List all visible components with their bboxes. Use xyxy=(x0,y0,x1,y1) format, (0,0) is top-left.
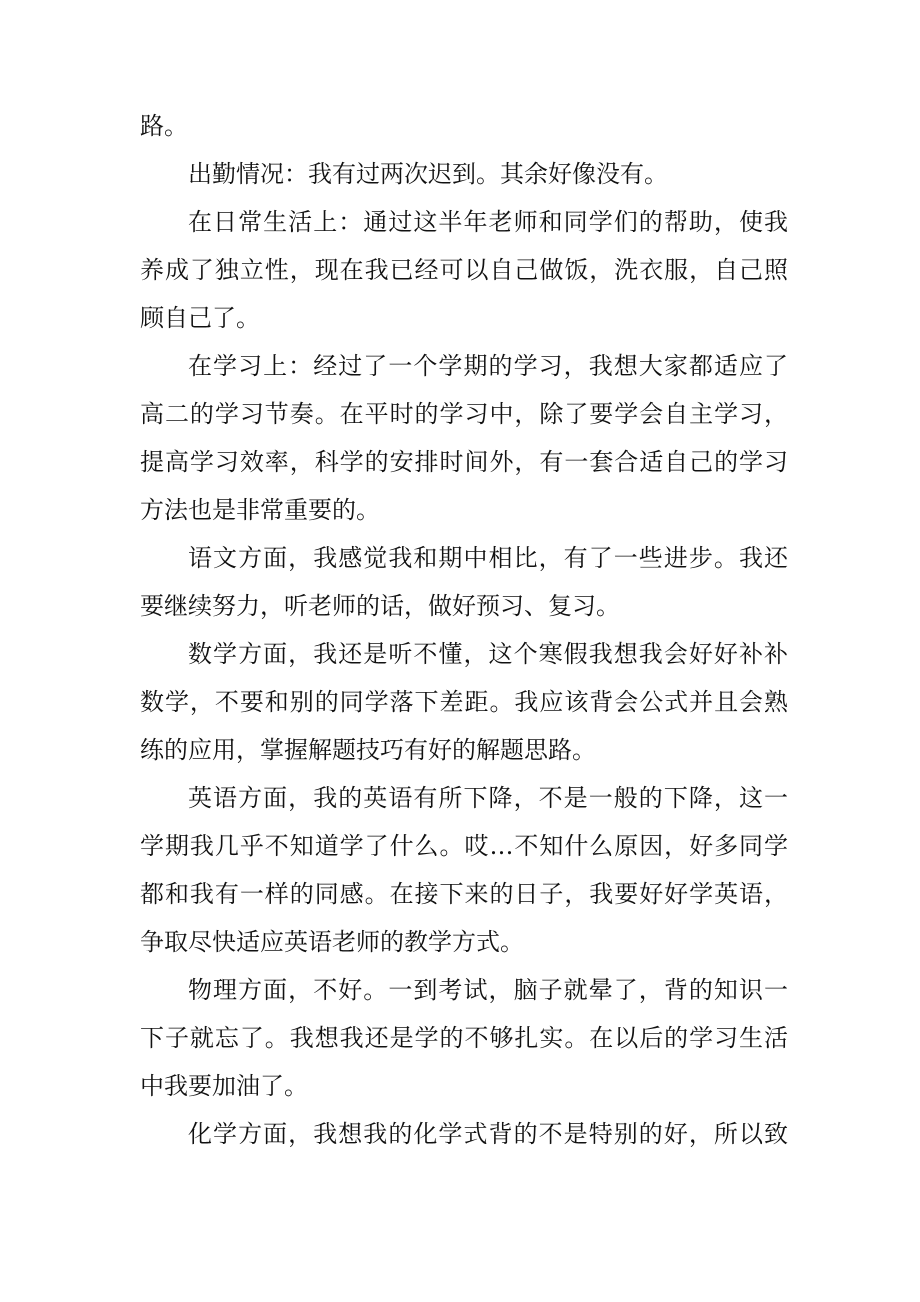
english-paragraph-line: 争取尽快适应英语老师的教学方式。 xyxy=(140,928,524,956)
physics-paragraph-line: 物理方面，不好。一到考试，脑子就晕了，背的知识一 xyxy=(188,976,788,1004)
attendance-paragraph: 出勤情况：我有过两次迟到。其余好像没有。 xyxy=(188,160,668,188)
math-paragraph-line: 练的应用，掌握解题技巧有好的解题思路。 xyxy=(140,736,596,764)
math-paragraph-line: 数学方面，我还是听不懂，这个寒假我想我会好好补补 xyxy=(188,640,788,668)
study-paragraph-line: 方法也是非常重要的。 xyxy=(140,496,380,524)
daily-life-paragraph-line: 在日常生活上：通过这半年老师和同学们的帮助，使我 xyxy=(188,208,788,236)
daily-life-paragraph-line: 顾自己了。 xyxy=(140,304,260,332)
chinese-paragraph-line: 要继续努力，听老师的话，做好预习、复习。 xyxy=(140,592,620,620)
physics-paragraph-line: 下子就忘了。我想我还是学的不够扎实。在以后的学习生活 xyxy=(140,1024,788,1052)
english-paragraph-line: 英语方面，我的英语有所下降，不是一般的下降，这一 xyxy=(188,784,788,812)
document-body xyxy=(140,102,788,1158)
math-paragraph-line: 数学，不要和别的同学落下差距。我应该背会公式并且会熟 xyxy=(140,688,788,716)
study-paragraph-line: 在学习上：经过了一个学期的学习，我想大家都适应了 xyxy=(188,352,788,380)
study-paragraph-line: 提高学习效率，科学的安排时间外，有一套合适自己的学习 xyxy=(140,448,788,476)
english-paragraph-line: 都和我有一样的同感。在接下来的日子，我要好好学英语， xyxy=(140,880,788,908)
daily-life-paragraph-line: 养成了独立性，现在我已经可以自己做饭，洗衣服，自己照 xyxy=(140,256,788,284)
chemistry-paragraph-line: 化学方面，我想我的化学式背的不是特别的好，所以致 xyxy=(188,1120,788,1148)
study-paragraph-line: 高二的学习节奏。在平时的学习中，除了要学会自主学习， xyxy=(140,400,788,428)
physics-paragraph-line: 中我要加油了。 xyxy=(140,1072,308,1100)
english-paragraph-line: 学期我几乎不知道学了什么。哎…不知什么原因，好多同学 xyxy=(140,832,788,860)
chinese-paragraph-line: 语文方面，我感觉我和期中相比，有了一些进步。我还 xyxy=(188,544,788,572)
body-text-line: 路。 xyxy=(140,112,188,140)
